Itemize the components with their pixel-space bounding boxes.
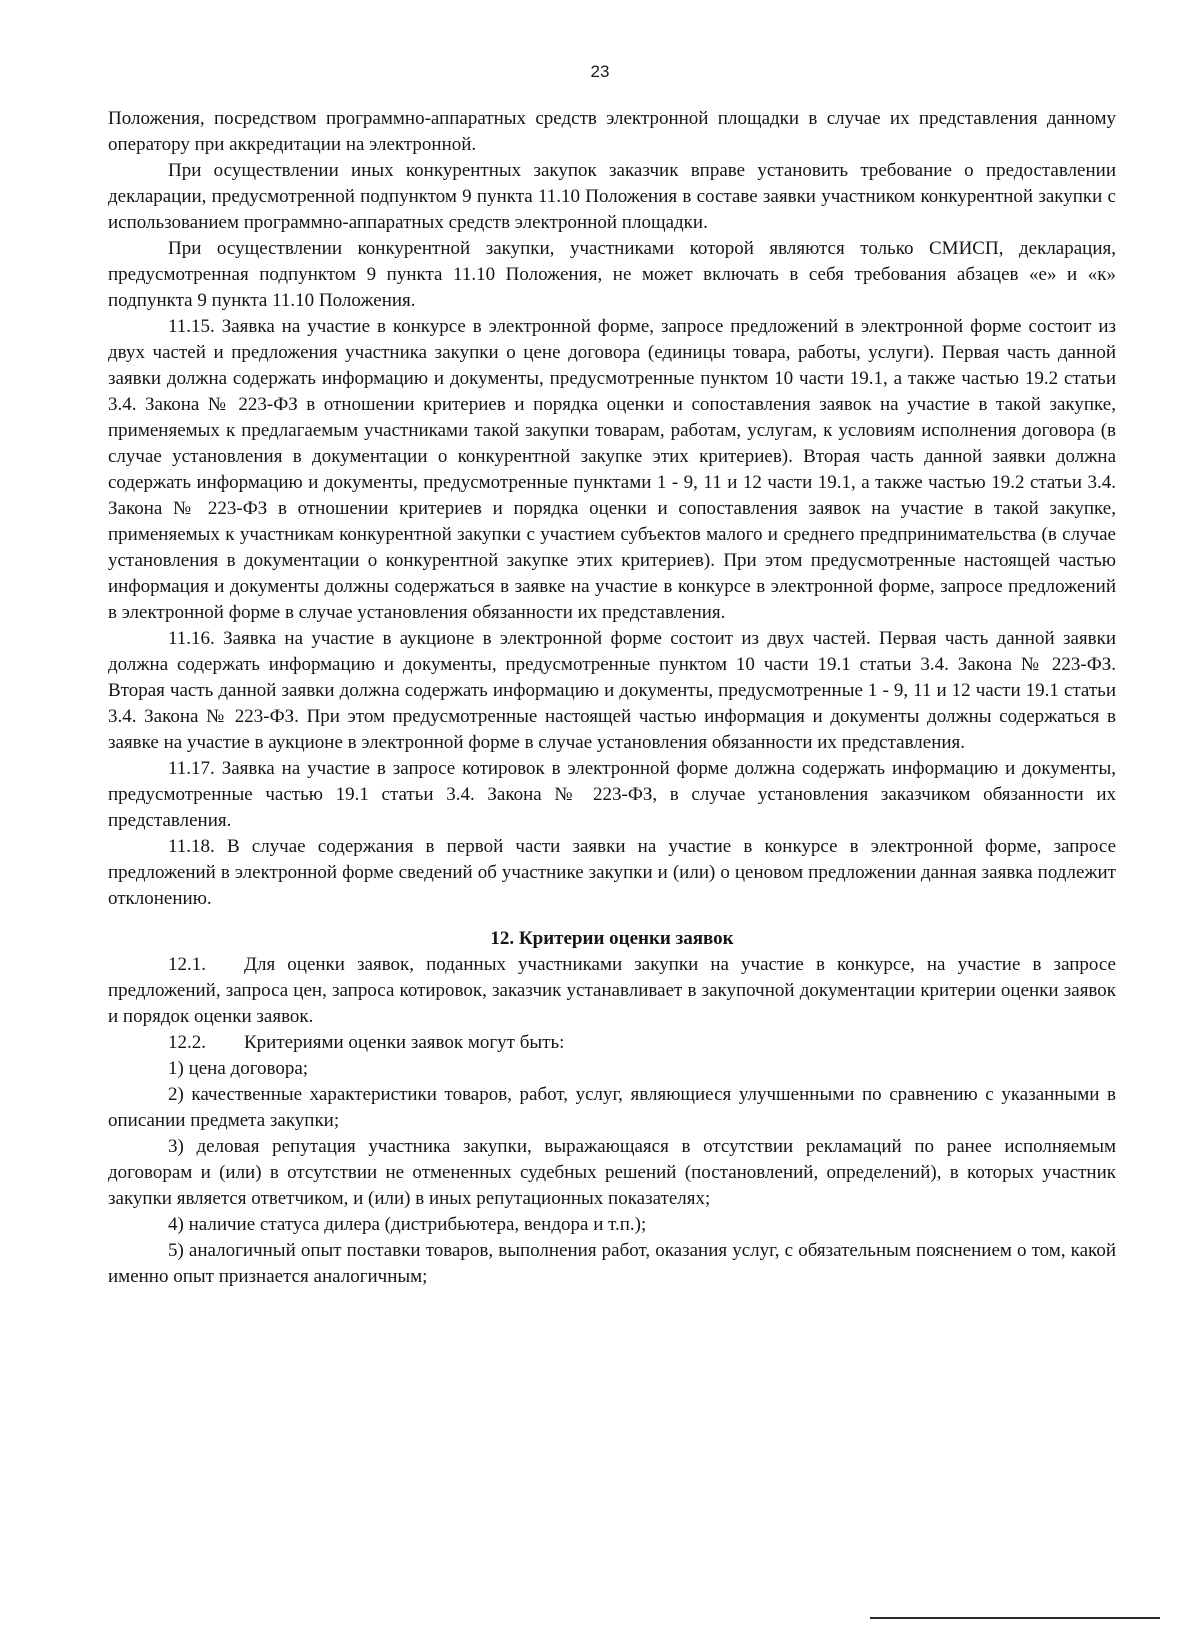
page-number: 23 (590, 62, 610, 81)
paragraph-12-2: 12.2. Критериями оценки заявок могут быть: (168, 1032, 565, 1053)
list-item-3: 3) деловая репутация участника закупки, выражающаяся в отсутствии рекламаций по ранее исполняемым договорам и (или) в отсутствии не отмененных судебных решений (постановлений, определений), в которых участник закупки является ответчиком, и (или) в иных репутационных показателях; (108, 1136, 1116, 1209)
section-heading: 12. Критерии оценки заявок (490, 928, 734, 949)
paragraph-11-17: 11.17. Заявка на участие в запросе котировок в электронной форме должна содержать информацию и документы, предусмотренные частью 19.1 статьи 3.4. Закона № 223-ФЗ, в случае установления заказчиком обязанности их представления. (108, 758, 1116, 831)
paragraph-11-18: 11.18. В случае содержания в первой части заявки на участие в конкурсе в электронной форме, запросе предложений в электронной форме сведений об участнике закупки и (или) о ценовом предложении данная заявка подлежит отклонению. (108, 836, 1116, 909)
document-body (108, 106, 1116, 1290)
paragraph-continuation: Положения, посредством программно-аппаратных средств электронной площадки в случае их представления данному оператору при аккредитации на электронной. (108, 108, 1116, 155)
paragraph-declaration-other: При осуществлении иных конкурентных закупок заказчик вправе установить требование о предоставлении декларации, предусмотренной подпунктом 9 пункта 11.10 Положения в составе заявки участником конкурентной закупки с использованием программно-аппаратных средств электронной площадки. (108, 160, 1116, 233)
list-item-2: 2) качественные характеристики товаров, работ, услуг, являющиеся улучшенными по сравнению с указанными в описании предмета закупки; (108, 1084, 1116, 1131)
list-item-1: 1) цена договора; (168, 1058, 309, 1079)
scan-edge-line (870, 1617, 1160, 1619)
paragraph-12-1: 12.1. Для оценки заявок, поданных участниками закупки на участие в конкурсе, на участие в запросе предложений, запроса цен, запроса котировок, заказчик устанавливает в закупочной документации критерии оценки заявок и порядок оценки заявок. (108, 954, 1116, 1027)
list-item-4: 4) наличие статуса дилера (дистрибьютера, вендора и т.п.); (168, 1214, 647, 1235)
paragraph-11-15: 11.15. Заявка на участие в конкурсе в электронной форме, запросе предложений в электронной форме состоит из двух частей и предложения участника закупки о цене договора (единицы товара, работы, услуги). Первая часть данной заявки должна содержать информацию и документы, предусмотренные пунктом 10 части 19.1, а также частью 19.2 статьи 3.4. Закона № 223-ФЗ в отношении критериев и порядка оценки и сопоставления заявок на участие в такой закупке, применяемых к предлагаемым участниками такой закупки товарам, работам, услугам, к условиям исполнения договора (в случае установления в документации о конкурентной закупке этих критериев). Вторая часть данной заявки должна содержать информацию и документы, предусмотренные пунктами 1 - 9, 11 и 12 части 19.1, а также частью 19.2 статьи 3.4. Закона № 223-ФЗ в отношении критериев и порядка оценки и сопоставления заявок на участие в такой закупке, применяемых к участникам конкурентной закупки с участием субъектов малого и среднего предпринимательства (в случае установления в документации о конкурентной закупке этих критериев). При этом предусмотренные настоящей частью информация и документы должны содержаться в заявке на участие в конкурсе в электронной форме, запросе предложений в электронной форме в случае установления обязанности их представления. (108, 316, 1116, 623)
paragraph-declaration-smisp: При осуществлении конкурентной закупки, участниками которой являются только СМИСП, декларация, предусмотренная подпунктом 9 пункта 11.10 Положения, не может включать в себя требования абзацев «е» и «к» подпункта 9 пункта 11.10 Положения. (108, 238, 1116, 311)
list-item-5: 5) аналогичный опыт поставки товаров, выполнения работ, оказания услуг, с обязательным пояснением о том, какой именно опыт признается аналогичным; (108, 1240, 1116, 1287)
paragraph-11-16: 11.16. Заявка на участие в аукционе в электронной форме состоит из двух частей. Первая часть данной заявки должна содержать информацию и документы, предусмотренные пунктом 10 части 19.1 статьи 3.4. Закона № 223-ФЗ. Вторая часть данной заявки должна содержать информацию и документы, предусмотренные 1 - 9, 11 и 12 части 19.1 статьи 3.4. Закона № 223-ФЗ. При этом предусмотренные настоящей частью информация и документы должны содержаться в заявке на участие в аукционе в электронной форме в случае установления обязанности их представления. (108, 628, 1116, 753)
